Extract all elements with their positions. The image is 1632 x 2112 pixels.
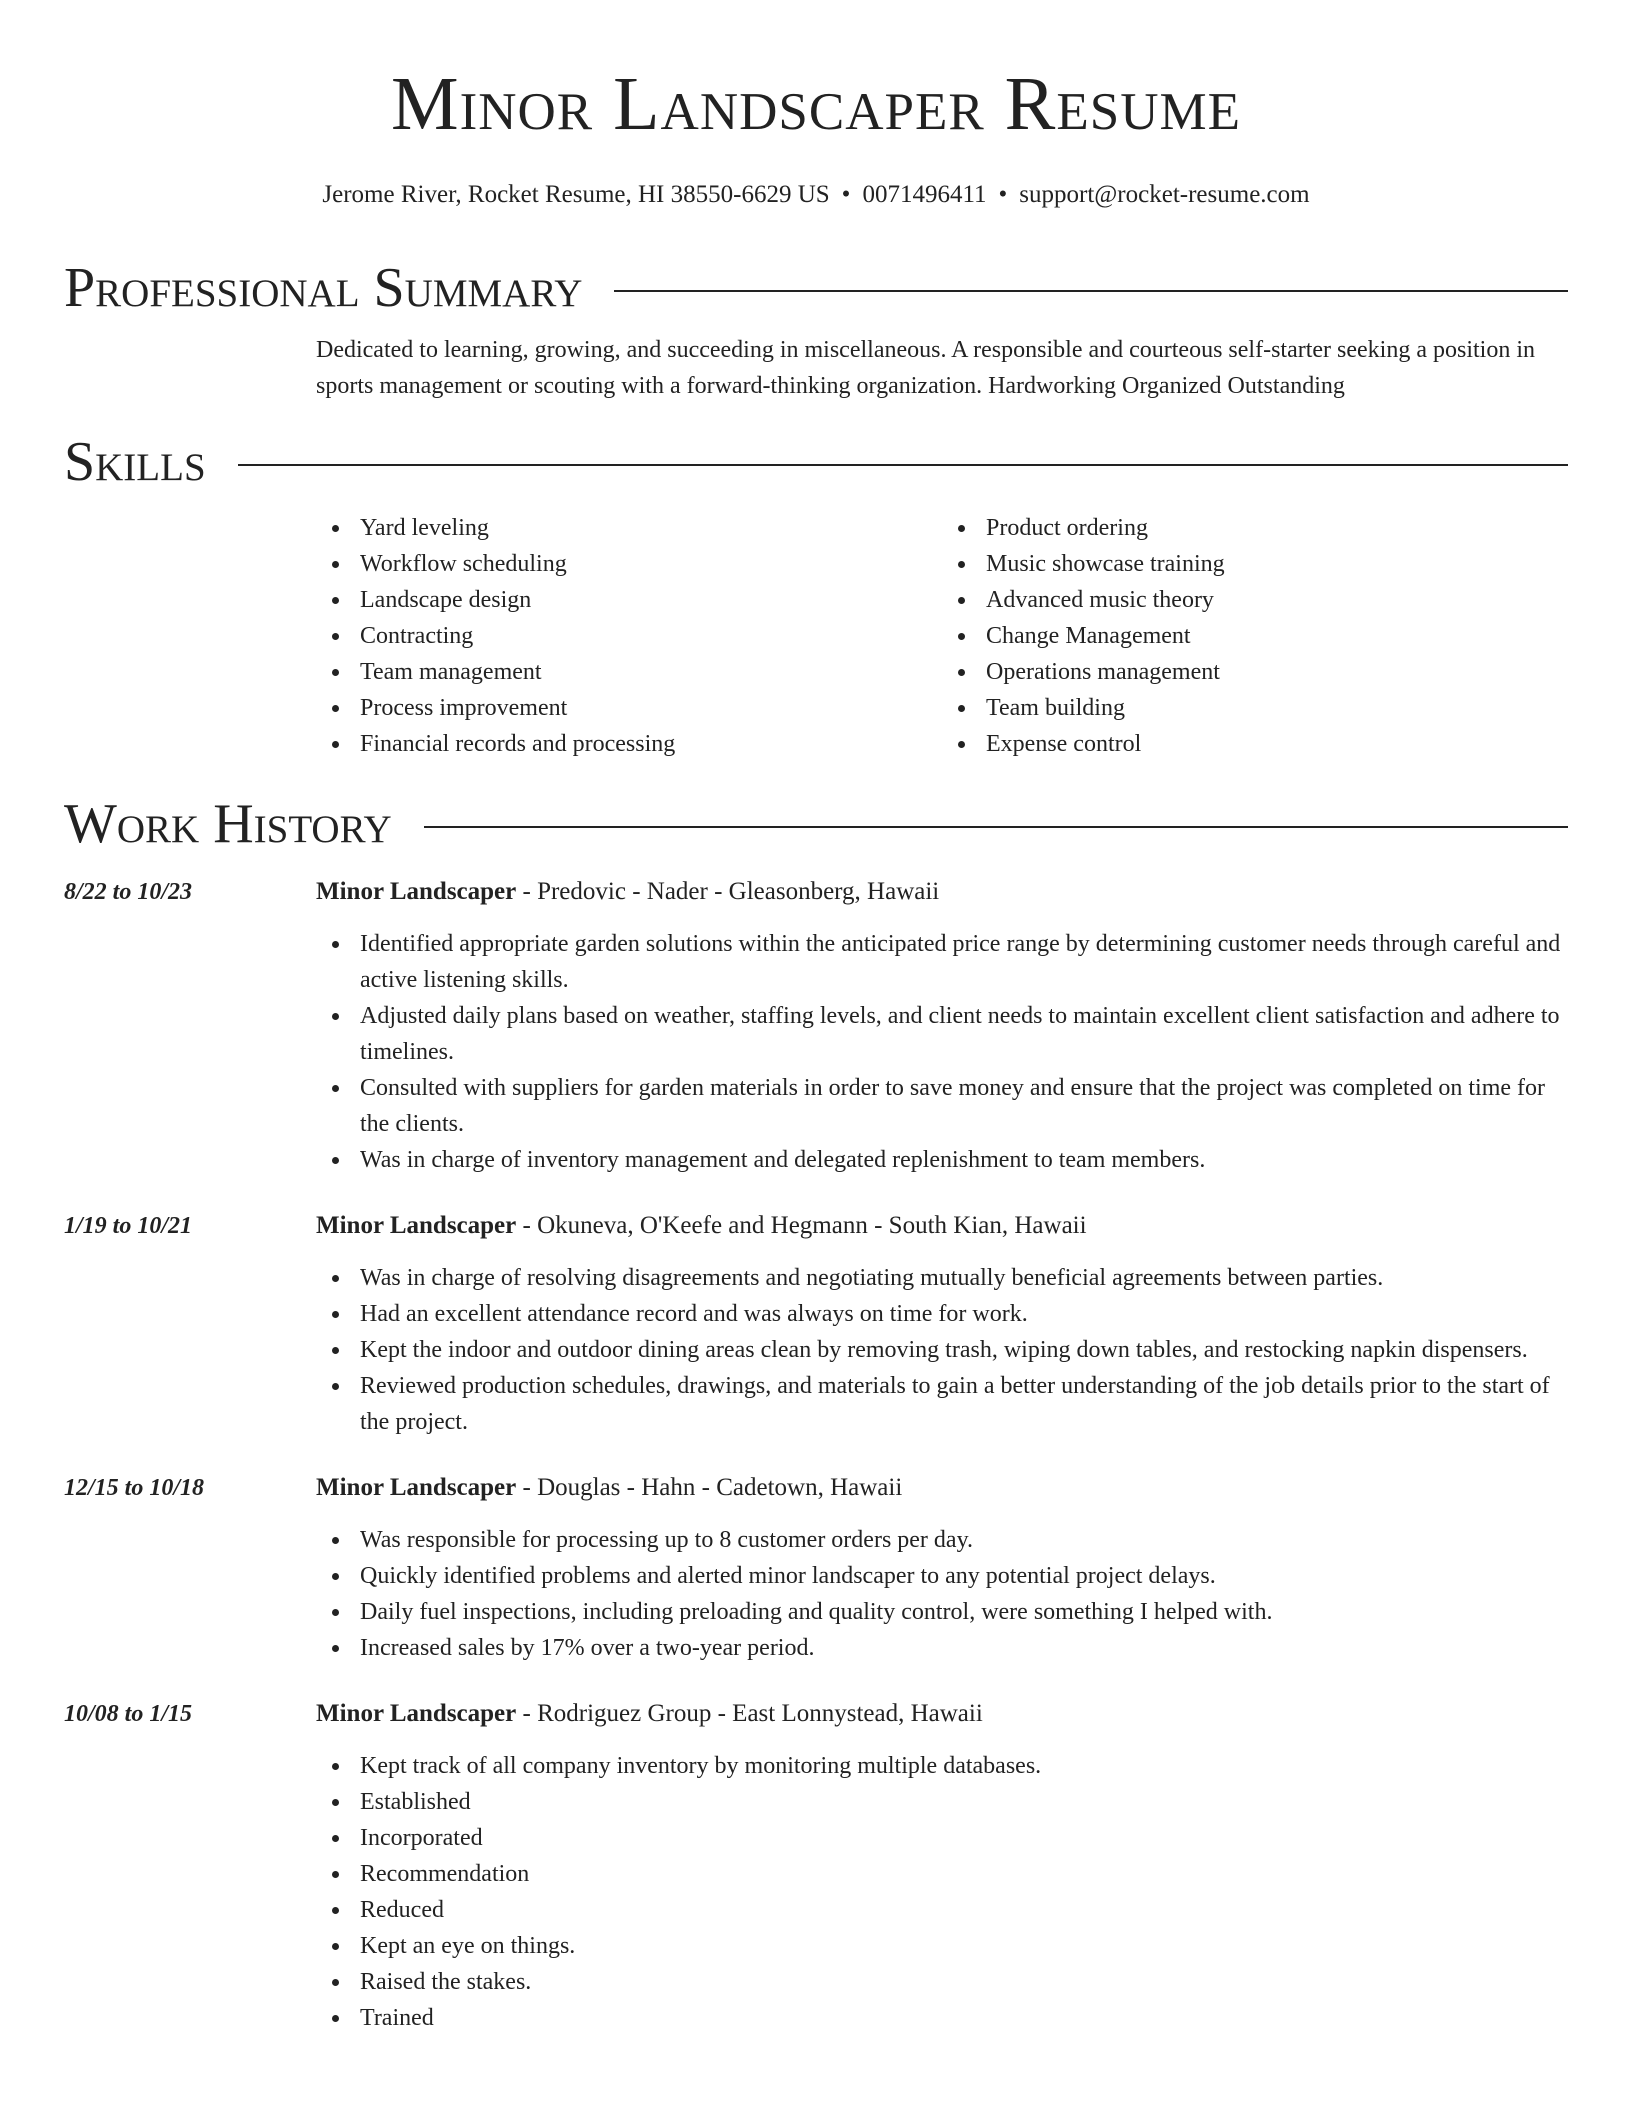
skill-item: Expense control	[942, 726, 1568, 762]
job-bullets	[316, 926, 1568, 1178]
job-company: - Rodriguez Group - East Lonnystead, Hawaii	[516, 1700, 983, 1727]
job-bullet: Incorporated	[316, 1820, 1568, 1856]
skills-column-right	[942, 510, 1568, 762]
job-dates: 1/19 to 10/21	[64, 1213, 193, 1239]
skill-item: Landscape design	[316, 582, 942, 618]
job-bullet: Was responsible for processing up to 8 customer orders per day.	[316, 1522, 1568, 1558]
job-entry	[64, 1470, 1568, 1666]
work-heading: Work History	[64, 793, 392, 855]
job-body	[316, 1696, 1568, 2036]
skill-item: Advanced music theory	[942, 582, 1568, 618]
summary-section-header	[64, 257, 1568, 319]
skill-item: Team management	[316, 654, 942, 690]
job-bullet: Raised the stakes.	[316, 1964, 1568, 2000]
job-bullet: Was in charge of resolving disagreements and negotiating mutually beneficial agreements between parties.	[316, 1260, 1568, 1296]
summary-heading: Professional Summary	[64, 257, 583, 319]
skills-list	[316, 510, 1568, 762]
job-dates: 10/08 to 1/15	[64, 1701, 193, 1727]
work-section-header	[64, 793, 1568, 855]
contact-email: support@rocket-resume.com	[1019, 181, 1310, 208]
skill-item: Contracting	[316, 618, 942, 654]
skill-item: Music showcase training	[942, 546, 1568, 582]
job-bullet: Reduced	[316, 1892, 1568, 1928]
job-body	[316, 1470, 1568, 1666]
skill-item: Team building	[942, 690, 1568, 726]
job-bullet: Kept track of all company inventory by monitoring multiple databases.	[316, 1748, 1568, 1784]
job-bullet: Identified appropriate garden solutions within the anticipated price range by determining customer needs through careful and active listening skills.	[316, 926, 1568, 998]
job-bullet: Had an excellent attendance record and was always on time for work.	[316, 1296, 1568, 1332]
section-divider	[424, 826, 1568, 828]
job-bullet: Kept an eye on things.	[316, 1928, 1568, 1964]
job-bullet: Increased sales by 17% over a two-year period.	[316, 1630, 1568, 1666]
skills-heading: Skills	[64, 431, 206, 493]
skill-item: Financial records and processing	[316, 726, 942, 762]
skills-section-header	[64, 431, 1568, 493]
job-bullet: Consulted with suppliers for garden materials in order to save money and ensure that the project was completed on time for the clients.	[316, 1070, 1568, 1142]
job-bullet: Established	[316, 1784, 1568, 1820]
contact-address: Jerome River, Rocket Resume, HI 38550-6629 US	[322, 181, 830, 208]
contact-line	[64, 180, 1568, 210]
contact-phone: 0071496411	[862, 181, 987, 208]
contact-separator: •	[998, 181, 1008, 208]
job-company: - Douglas - Hahn - Cadetown, Hawaii	[516, 1474, 903, 1501]
job-title-line	[316, 1470, 1568, 1506]
skill-item: Process improvement	[316, 690, 942, 726]
resume-title: Minor Landscaper Resume	[391, 62, 1241, 146]
job-bullets	[316, 1748, 1568, 2036]
job-title: Minor Landscaper	[316, 1474, 517, 1501]
job-bullet: Trained	[316, 2000, 1568, 2036]
job-title: Minor Landscaper	[316, 878, 517, 905]
job-bullet: Adjusted daily plans based on weather, staffing levels, and client needs to maintain excellent client satisfaction and adhere to timelines.	[316, 998, 1568, 1070]
job-body	[316, 1208, 1568, 1440]
job-title-line	[316, 874, 1568, 910]
job-bullet: Reviewed production schedules, drawings, and materials to gain a better understanding of the job details prior to the start of the project.	[316, 1368, 1568, 1440]
section-divider	[614, 290, 1568, 292]
skills-column-left	[316, 510, 942, 762]
job-title-line	[316, 1208, 1568, 1244]
job-entry	[64, 1696, 1568, 2036]
job-bullet: Quickly identified problems and alerted minor landscaper to any potential project delays.	[316, 1558, 1568, 1594]
skill-item: Operations management	[942, 654, 1568, 690]
job-bullet: Recommendation	[316, 1856, 1568, 1892]
section-divider	[238, 464, 1568, 466]
job-title: Minor Landscaper	[316, 1700, 517, 1727]
job-entry	[64, 1208, 1568, 1440]
job-bullet: Daily fuel inspections, including preloading and quality control, were something I helped with.	[316, 1594, 1568, 1630]
job-dates: 12/15 to 10/18	[64, 1475, 205, 1501]
job-bullet: Was in charge of inventory management and delegated replenishment to team members.	[316, 1142, 1568, 1178]
skill-item: Product ordering	[942, 510, 1568, 546]
job-title-line	[316, 1696, 1568, 1732]
job-dates: 8/22 to 10/23	[64, 879, 193, 905]
skill-item: Workflow scheduling	[316, 546, 942, 582]
job-body	[316, 874, 1568, 1178]
skill-item: Yard leveling	[316, 510, 942, 546]
job-entry	[64, 874, 1568, 1178]
job-bullets	[316, 1260, 1568, 1440]
job-bullets	[316, 1522, 1568, 1666]
contact-separator: •	[841, 181, 851, 208]
job-bullet: Kept the indoor and outdoor dining areas clean by removing trash, wiping down tables, and restocking napkin dispensers.	[316, 1332, 1568, 1368]
skill-item: Change Management	[942, 618, 1568, 654]
job-company: - Okuneva, O'Keefe and Hegmann - South Kian, Hawaii	[516, 1212, 1087, 1239]
job-company: - Predovic - Nader - Gleasonberg, Hawaii	[516, 878, 940, 905]
job-title: Minor Landscaper	[316, 1212, 517, 1239]
summary-text: Dedicated to learning, growing, and succeeding in miscellaneous. A responsible and courteous self-starter seeking a position in sports management or scouting with a forward-thinking organization. Hardworking Organized Outstanding	[316, 337, 1536, 399]
